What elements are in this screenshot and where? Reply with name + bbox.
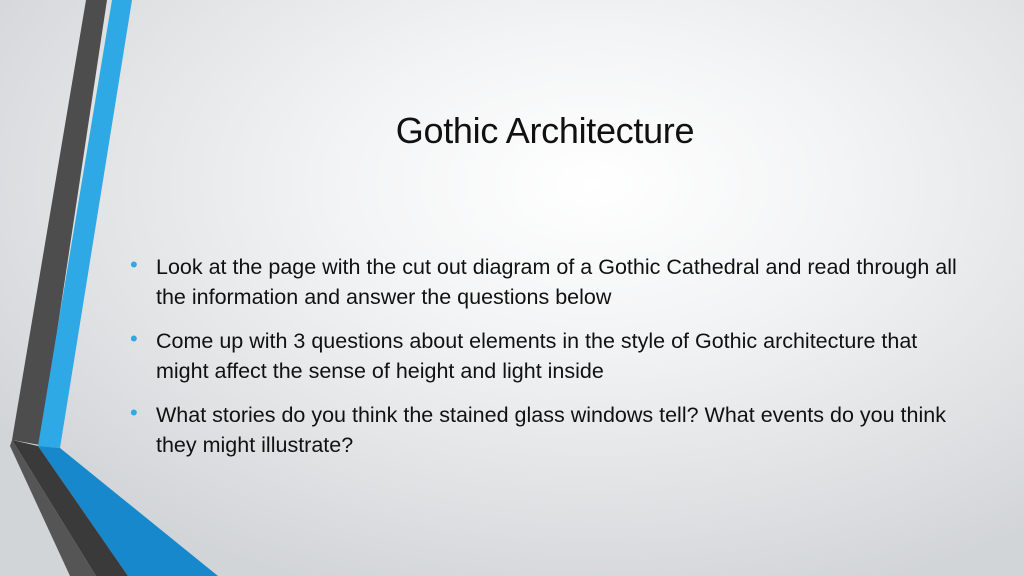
bullet-item <box>130 400 970 460</box>
bullet-list <box>130 252 970 474</box>
bullet-text: Look at the page with the cut out diagram of a Gothic Cathedral and read through all the information and answer the questions below <box>156 255 957 309</box>
bullet-dot-icon: • <box>130 326 138 351</box>
bullet-dot-icon: • <box>130 252 138 277</box>
bullet-item <box>130 326 970 386</box>
slide-title: Gothic Architecture <box>395 110 695 151</box>
bullet-item <box>130 252 970 312</box>
bullet-text: Come up with 3 questions about elements in the style of Gothic architecture that might affect the sense of height and light inside <box>156 329 918 383</box>
bullet-text: What stories do you think the stained glass windows tell? What events do you think they might illustrate? <box>156 403 946 457</box>
bullet-dot-icon: • <box>130 400 138 425</box>
